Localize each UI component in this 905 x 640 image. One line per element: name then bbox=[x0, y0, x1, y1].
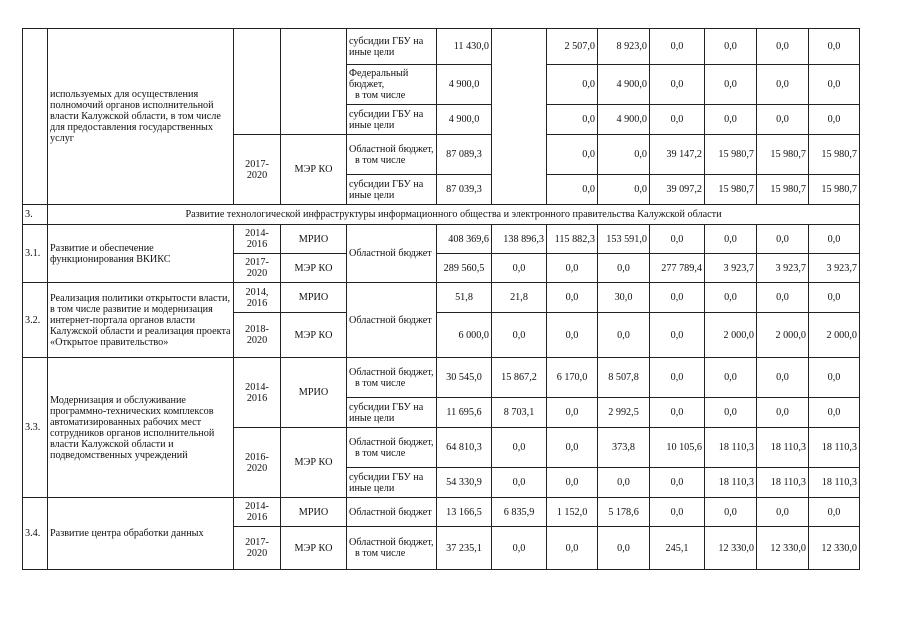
period-cell: 2014, 2016 bbox=[234, 283, 281, 313]
executor-cell bbox=[281, 29, 347, 135]
executor-cell: МЭР КО bbox=[281, 135, 347, 205]
total-cell: 11 695,6 bbox=[437, 398, 492, 428]
year-2016-cell: 8 923,0 bbox=[598, 29, 650, 65]
funding-source-cell: Федеральный бюджет, в том числе bbox=[347, 65, 437, 105]
year-2016-cell: 373,8 bbox=[598, 428, 650, 468]
measure-description-cell: Модернизация и обслуживание программно-технических комплексов автоматизированных рабочих мест сотрудников органов исполнительной власти Калужской области и подведомственных учреждений bbox=[48, 358, 234, 498]
year-2018-cell: 18 110,3 bbox=[705, 428, 757, 468]
year-2016-cell: 30,0 bbox=[598, 283, 650, 313]
year-2018-cell: 18 110,3 bbox=[705, 468, 757, 498]
year-2014-cell: 0,0 bbox=[492, 468, 547, 498]
year-2016-cell: 0,0 bbox=[598, 468, 650, 498]
year-2019-cell: 12 330,0 bbox=[757, 527, 809, 570]
total-cell: 4 900,0 bbox=[437, 65, 492, 105]
period-cell: 2014-2016 bbox=[234, 358, 281, 428]
year-2014-cell: 0,0 bbox=[492, 254, 547, 283]
year-2020-cell: 0,0 bbox=[809, 398, 860, 428]
year-2016-cell: 153 591,0 bbox=[598, 225, 650, 254]
year-2014-cell: 138 896,3 bbox=[492, 225, 547, 254]
funding-source-cell: Областной бюджет, в том числе bbox=[347, 428, 437, 468]
year-2018-cell: 15 980,7 bbox=[705, 135, 757, 175]
year-2019-cell: 0,0 bbox=[757, 105, 809, 135]
year-2020-cell: 3 923,7 bbox=[809, 254, 860, 283]
total-cell: 54 330,9 bbox=[437, 468, 492, 498]
funding-source-cell: Областной бюджет, в том числе bbox=[347, 135, 437, 175]
table-row bbox=[23, 29, 860, 65]
year-2019-cell: 18 110,3 bbox=[757, 428, 809, 468]
year-2018-cell: 2 000,0 bbox=[705, 313, 757, 358]
funding-source-cell: Областной бюджет, в том числе bbox=[347, 527, 437, 570]
year-2018-cell: 0,0 bbox=[705, 398, 757, 428]
row-number: 3.2. bbox=[23, 283, 48, 358]
year-2015-cell: 1 152,0 bbox=[547, 498, 598, 527]
executor-cell: МРИО bbox=[281, 225, 347, 254]
year-2020-cell: 0,0 bbox=[809, 105, 860, 135]
year-2016-cell: 0,0 bbox=[598, 254, 650, 283]
year-2018-cell: 3 923,7 bbox=[705, 254, 757, 283]
year-2019-cell: 0,0 bbox=[757, 225, 809, 254]
year-2020-cell: 0,0 bbox=[809, 225, 860, 254]
total-cell: 30 545,0 bbox=[437, 358, 492, 398]
year-2020-cell: 2 000,0 bbox=[809, 313, 860, 358]
funding-source-cell: субсидии ГБУ на иные цели bbox=[347, 175, 437, 205]
year-2017-cell: 245,1 bbox=[650, 527, 705, 570]
executor-cell: МЭР КО bbox=[281, 313, 347, 358]
year-2015-cell: 0,0 bbox=[547, 135, 598, 175]
funding-source-cell: субсидии ГБУ на иные цели bbox=[347, 29, 437, 65]
table-row bbox=[23, 283, 860, 313]
year-2020-cell: 0,0 bbox=[809, 358, 860, 398]
year-2017-cell: 39 097,2 bbox=[650, 175, 705, 205]
total-cell: 87 089,3 bbox=[437, 135, 492, 175]
year-2015-cell: 0,0 bbox=[547, 65, 598, 105]
section-number: 3. bbox=[23, 205, 48, 225]
year-2018-cell: 0,0 bbox=[705, 29, 757, 65]
year-2019-cell: 0,0 bbox=[757, 398, 809, 428]
year-2015-cell: 0,0 bbox=[547, 283, 598, 313]
year-2020-cell: 0,0 bbox=[809, 29, 860, 65]
year-2020-cell: 15 980,7 bbox=[809, 135, 860, 175]
year-2020-cell: 18 110,3 bbox=[809, 468, 860, 498]
measure-description-cell: Реализация политики открытости власти, в том числе развитие и модернизация интернет-портала органов власти Калужской области и реализация проекта «Открытое правительство» bbox=[48, 283, 234, 358]
year-2018-cell: 0,0 bbox=[705, 283, 757, 313]
measure-description-cell: Развитие и обеспечение функционирования ВКИКС bbox=[48, 225, 234, 283]
year-2017-cell: 0,0 bbox=[650, 498, 705, 527]
year-2017-cell: 0,0 bbox=[650, 358, 705, 398]
year-2016-cell: 0,0 bbox=[598, 313, 650, 358]
row-number-cell bbox=[23, 29, 48, 205]
year-2020-cell: 18 110,3 bbox=[809, 428, 860, 468]
year-2015-cell: 0,0 bbox=[547, 527, 598, 570]
year-2020-cell: 15 980,7 bbox=[809, 175, 860, 205]
year-2018-cell: 0,0 bbox=[705, 105, 757, 135]
year-2014-cell: 0,0 bbox=[492, 313, 547, 358]
row-number: 3.4. bbox=[23, 498, 48, 570]
year-2014-cell: 6 835,9 bbox=[492, 498, 547, 527]
year-2015-cell: 0,0 bbox=[547, 428, 598, 468]
year-2017-cell: 277 789,4 bbox=[650, 254, 705, 283]
funding-source-cell: субсидии ГБУ на иные цели bbox=[347, 398, 437, 428]
year-2017-cell: 0,0 bbox=[650, 398, 705, 428]
total-cell: 4 900,0 bbox=[437, 105, 492, 135]
year-2015-cell: 0,0 bbox=[547, 313, 598, 358]
year-2020-cell: 0,0 bbox=[809, 498, 860, 527]
year-2019-cell: 3 923,7 bbox=[757, 254, 809, 283]
year-2018-cell: 15 980,7 bbox=[705, 175, 757, 205]
executor-cell: МРИО bbox=[281, 283, 347, 313]
year-2015-cell: 0,0 bbox=[547, 175, 598, 205]
year-2017-cell: 0,0 bbox=[650, 468, 705, 498]
executor-cell: МРИО bbox=[281, 358, 347, 428]
year-2019-cell: 15 980,7 bbox=[757, 135, 809, 175]
year-2016-cell: 4 900,0 bbox=[598, 105, 650, 135]
year-2018-cell: 0,0 bbox=[705, 65, 757, 105]
year-2016-cell: 4 900,0 bbox=[598, 65, 650, 105]
year-2018-cell: 0,0 bbox=[705, 358, 757, 398]
table-row bbox=[23, 498, 860, 527]
funding-source-cell: Областной бюджет bbox=[347, 498, 437, 527]
year-2020-cell: 0,0 bbox=[809, 65, 860, 105]
table-row bbox=[23, 358, 860, 398]
year-2014-cell: 0,0 bbox=[492, 527, 547, 570]
executor-cell: МЭР КО bbox=[281, 527, 347, 570]
year-2014-cell: 15 867,2 bbox=[492, 358, 547, 398]
year-2015-cell: 115 882,3 bbox=[547, 225, 598, 254]
executor-cell: МЭР КО bbox=[281, 428, 347, 498]
year-2015-cell: 0,0 bbox=[547, 105, 598, 135]
year-2016-cell: 0,0 bbox=[598, 175, 650, 205]
year-2019-cell: 0,0 bbox=[757, 29, 809, 65]
total-cell: 6 000,0 bbox=[437, 313, 492, 358]
table-row bbox=[23, 225, 860, 254]
year-2019-cell: 15 980,7 bbox=[757, 175, 809, 205]
year-2017-cell: 0,0 bbox=[650, 105, 705, 135]
period-cell: 2017-2020 bbox=[234, 254, 281, 283]
year-2016-cell: 8 507,8 bbox=[598, 358, 650, 398]
total-cell: 13 166,5 bbox=[437, 498, 492, 527]
measure-description-cell: Развитие центра обработки данных bbox=[48, 498, 234, 570]
funding-source-cell: Областной бюджет bbox=[347, 283, 437, 358]
year-2014-cell: 21,8 bbox=[492, 283, 547, 313]
year-2019-cell: 0,0 bbox=[757, 498, 809, 527]
year-2020-cell: 0,0 bbox=[809, 283, 860, 313]
measure-description-cell bbox=[48, 29, 234, 205]
year-2014-cell bbox=[492, 29, 547, 205]
year-2015-cell: 0,0 bbox=[547, 468, 598, 498]
year-2019-cell: 18 110,3 bbox=[757, 468, 809, 498]
total-cell: 87 039,3 bbox=[437, 175, 492, 205]
row-number: 3.3. bbox=[23, 358, 48, 498]
year-2015-cell: 6 170,0 bbox=[547, 358, 598, 398]
funding-source-cell: Областной бюджет bbox=[347, 225, 437, 283]
period-cell: 2014-2016 bbox=[234, 498, 281, 527]
year-2015-cell: 0,0 bbox=[547, 398, 598, 428]
period-cell: 2014-2016 bbox=[234, 225, 281, 254]
year-2014-cell: 8 703,1 bbox=[492, 398, 547, 428]
year-2019-cell: 0,0 bbox=[757, 283, 809, 313]
year-2014-cell: 0,0 bbox=[492, 428, 547, 468]
total-cell: 51,8 bbox=[437, 283, 492, 313]
period-cell: 2018-2020 bbox=[234, 313, 281, 358]
total-cell: 408 369,6 bbox=[437, 225, 492, 254]
executor-cell: МЭР КО bbox=[281, 254, 347, 283]
funding-source-cell: субсидии ГБУ на иные цели bbox=[347, 468, 437, 498]
year-2016-cell: 5 178,6 bbox=[598, 498, 650, 527]
year-2020-cell: 12 330,0 bbox=[809, 527, 860, 570]
year-2015-cell: 0,0 bbox=[547, 254, 598, 283]
year-2017-cell: 0,0 bbox=[650, 313, 705, 358]
total-cell: 289 560,5 bbox=[437, 254, 492, 283]
section-title: Развитие технологической инфраструктуры информационного общества и электронного правительства Калужской области bbox=[48, 205, 860, 225]
period-cell: 2017-2020 bbox=[234, 135, 281, 205]
year-2019-cell: 0,0 bbox=[757, 65, 809, 105]
year-2017-cell: 0,0 bbox=[650, 283, 705, 313]
year-2019-cell: 2 000,0 bbox=[757, 313, 809, 358]
funding-source-cell: субсидии ГБУ на иные цели bbox=[347, 105, 437, 135]
executor-cell: МРИО bbox=[281, 498, 347, 527]
year-2018-cell: 12 330,0 bbox=[705, 527, 757, 570]
year-2016-cell: 0,0 bbox=[598, 527, 650, 570]
budget-table bbox=[22, 28, 860, 570]
total-cell: 11 430,0 bbox=[437, 29, 492, 65]
year-2017-cell: 0,0 bbox=[650, 225, 705, 254]
period-cell: 2016-2020 bbox=[234, 428, 281, 498]
period-cell bbox=[234, 29, 281, 135]
year-2016-cell: 0,0 bbox=[598, 135, 650, 175]
year-2019-cell: 0,0 bbox=[757, 358, 809, 398]
year-2018-cell: 0,0 bbox=[705, 498, 757, 527]
year-2015-cell: 2 507,0 bbox=[547, 29, 598, 65]
year-2017-cell: 39 147,2 bbox=[650, 135, 705, 175]
year-2017-cell: 10 105,6 bbox=[650, 428, 705, 468]
total-cell: 37 235,1 bbox=[437, 527, 492, 570]
section-header-row bbox=[23, 205, 860, 225]
year-2017-cell: 0,0 bbox=[650, 65, 705, 105]
period-cell: 2017-2020 bbox=[234, 527, 281, 570]
year-2017-cell: 0,0 bbox=[650, 29, 705, 65]
total-cell: 64 810,3 bbox=[437, 428, 492, 468]
year-2016-cell: 2 992,5 bbox=[598, 398, 650, 428]
measure-description: используемых для осуществления полномочий органов исполнительной власти Калужской области, в том числе для предоставления государственных услуг bbox=[50, 89, 221, 144]
row-number: 3.1. bbox=[23, 225, 48, 283]
year-2018-cell: 0,0 bbox=[705, 225, 757, 254]
funding-source-cell: Областной бюджет, в том числе bbox=[347, 358, 437, 398]
